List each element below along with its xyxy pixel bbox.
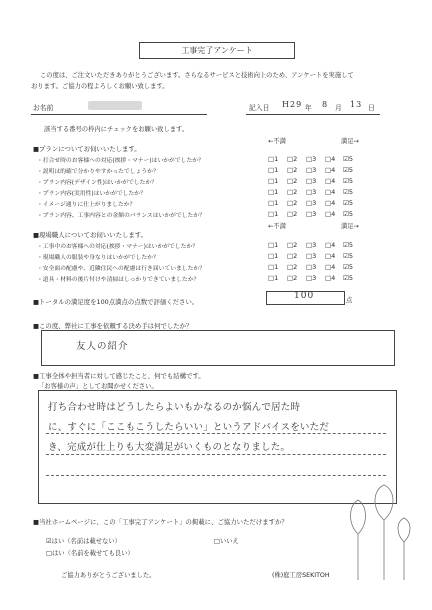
- rating-option[interactable]: ☑5: [343, 166, 353, 174]
- rating-option[interactable]: □1: [268, 166, 279, 174]
- scale-low-label-2: ←不満: [268, 223, 286, 230]
- section2-header: ■現場職人についてお伺いいたします。: [33, 231, 148, 239]
- reason-answer-text: 友人の紹介: [76, 341, 129, 352]
- rating-option[interactable]: ☑5: [343, 177, 353, 185]
- homepage-yes-named-option[interactable]: □はい（名前を載せても良い）: [46, 550, 134, 557]
- s2-question-1: ・工事中のお客様への対応(挨拶・マナー)はいかがでしたか？: [37, 244, 199, 250]
- rating-option[interactable]: □3: [306, 188, 317, 196]
- rating-option[interactable]: ☑5: [343, 252, 353, 260]
- comment-guide-line-3: [46, 475, 386, 476]
- date-underline: [246, 114, 380, 115]
- rating-option[interactable]: □4: [325, 274, 336, 282]
- comment-handwriting-line-2: に、すぐに「ここもこうしたらいい」というアドバイスをいただ: [48, 422, 330, 433]
- date-month: 8: [322, 100, 329, 109]
- date-label: 記入日: [249, 104, 270, 112]
- rating-option[interactable]: □3: [306, 166, 317, 174]
- rating-option[interactable]: □4: [325, 252, 336, 260]
- redacted-name: [88, 101, 142, 110]
- s1-question-1: ・打合せ時のお客様への対応(挨拶・マナー)はいかがでしたか？: [37, 158, 204, 164]
- s1-question-3: ・プラン内容(デザイン性)はいかがでしたか？: [37, 180, 158, 186]
- comment-handwriting-line-3: き、完成が仕上りも大変満足がいくものとなりました。: [48, 442, 291, 453]
- rating-option[interactable]: □2: [287, 210, 298, 218]
- thanks-text: ご協力ありがとうございました。: [61, 572, 156, 579]
- date-year-unit: 年: [305, 104, 312, 112]
- rating-option[interactable]: □1: [268, 263, 279, 271]
- rating-option[interactable]: ☑5: [343, 263, 353, 271]
- total-score-label: ■トータルの満足度を100点満点の点数で評価ください。: [33, 298, 199, 306]
- rating-option[interactable]: □2: [287, 241, 298, 249]
- rating-option[interactable]: □2: [287, 263, 298, 271]
- rating-option[interactable]: □3: [306, 177, 317, 185]
- rating-option[interactable]: ☑5: [343, 241, 353, 249]
- instruction-text: 該当する番号の枠内にチェックをお願い致します。: [44, 126, 189, 133]
- rating-option[interactable]: □2: [287, 177, 298, 185]
- comment-handwriting-line-1: 打ち合わせ時はどうしたらよいもかなるのか悩んで居た時: [48, 402, 301, 413]
- rating-option[interactable]: ☑5: [343, 274, 353, 282]
- s2-question-2: ・現場職人の服装や身なりはいかがでしたか？: [37, 255, 159, 261]
- rating-option[interactable]: □1: [268, 188, 279, 196]
- rating-option[interactable]: □3: [306, 241, 317, 249]
- document-title: 工事完了アンケート: [139, 42, 295, 59]
- rating-option[interactable]: □4: [325, 199, 336, 207]
- total-score-unit: 点: [346, 297, 353, 304]
- rating-option[interactable]: ☑5: [343, 155, 353, 163]
- s1-question-4: ・プラン内容(実用性)はいかがでしたか？: [37, 191, 146, 197]
- tree-illustration: [344, 484, 414, 584]
- rating-option[interactable]: □4: [325, 188, 336, 196]
- s1-question-5: ・イメージ通りに仕上がりましたか？: [37, 202, 136, 208]
- reason-question: ■この度、弊社に工事を依頼する決め手は何でしたか？: [33, 322, 193, 330]
- rating-option[interactable]: □1: [268, 241, 279, 249]
- homepage-no-option[interactable]: □いいえ: [214, 538, 239, 545]
- intro-line-2: おります。ご協力の程よろしくお願い致します。: [31, 83, 169, 90]
- section1-header: ■プランについてお伺いいたします。: [33, 145, 141, 153]
- rating-option[interactable]: □2: [287, 252, 298, 260]
- rating-option[interactable]: □4: [325, 166, 336, 174]
- rating-option[interactable]: □1: [268, 155, 279, 163]
- scale-low-label: ←不満: [268, 138, 286, 145]
- rating-option[interactable]: □1: [268, 274, 279, 282]
- homepage-yes-anonymous-option[interactable]: ☑はい（名前は載せない）: [46, 538, 121, 545]
- comment-question: ■工事全体や担当者に対して感じたこと、何でも結構です。: [33, 372, 205, 380]
- rating-option[interactable]: ☑5: [343, 199, 353, 207]
- date-month-unit: 月: [335, 104, 342, 112]
- rating-option[interactable]: □4: [325, 241, 336, 249]
- rating-option[interactable]: □4: [325, 210, 336, 218]
- rating-option[interactable]: □3: [306, 199, 317, 207]
- rating-option[interactable]: ☑5: [343, 188, 353, 196]
- rating-option[interactable]: □3: [306, 210, 317, 218]
- rating-option[interactable]: □2: [287, 166, 298, 174]
- comment-guide-line-2: [46, 454, 386, 455]
- rating-option[interactable]: ☑5: [343, 210, 353, 218]
- customer-voice-label: 「お客様の声」としてお聞かせください。: [38, 383, 158, 390]
- s2-question-3: ・安全面の配慮や、近隣住民への配慮は行き届いていましたか？: [37, 266, 205, 272]
- rating-option[interactable]: □3: [306, 263, 317, 271]
- name-underline: [31, 114, 207, 115]
- rating-option[interactable]: □2: [287, 188, 298, 196]
- rating-option[interactable]: □4: [325, 263, 336, 271]
- rating-option[interactable]: □4: [325, 155, 336, 163]
- rating-option[interactable]: □2: [287, 274, 298, 282]
- rating-option[interactable]: □3: [306, 252, 317, 260]
- rating-option[interactable]: □1: [268, 210, 279, 218]
- scale-high-label: 満足→: [341, 138, 359, 145]
- rating-option[interactable]: □1: [268, 252, 279, 260]
- rating-option[interactable]: □3: [306, 274, 317, 282]
- company-name: (株)庭工房SEKITOH: [272, 572, 330, 579]
- rating-option[interactable]: □2: [287, 155, 298, 163]
- total-score-value: 100: [294, 291, 315, 301]
- s1-question-2: ・説明は的確で分かりやすかったでしょうか？: [37, 169, 159, 175]
- date-year: H29: [282, 100, 303, 109]
- rating-option[interactable]: □1: [268, 177, 279, 185]
- date-day-unit: 日: [368, 104, 375, 112]
- comment-guide-line-1: [46, 433, 386, 434]
- rating-option[interactable]: □3: [306, 155, 317, 163]
- rating-option[interactable]: □1: [268, 199, 279, 207]
- homepage-question: ■当社ホームページに、この「工事完了アンケート」の掲載に、ご協力いただけますか？: [33, 518, 288, 526]
- s2-question-4: ・道具・材料の後片付けや清掃はしっかりできていましたか？: [37, 277, 200, 283]
- rating-option[interactable]: □4: [325, 177, 336, 185]
- intro-line-1: この度は、ご注文いただきありがとうございます。さらなるサービスと技術向上のため、アンケートを実施して: [40, 72, 354, 79]
- rating-option[interactable]: □2: [287, 199, 298, 207]
- s1-question-6: ・プラン内容、工事内容との金額のバランスはいかがでしたか？: [37, 213, 205, 219]
- date-day: 13: [350, 100, 363, 109]
- scale-high-label-2: 満足→: [341, 223, 359, 230]
- name-label: お名前: [33, 104, 54, 112]
